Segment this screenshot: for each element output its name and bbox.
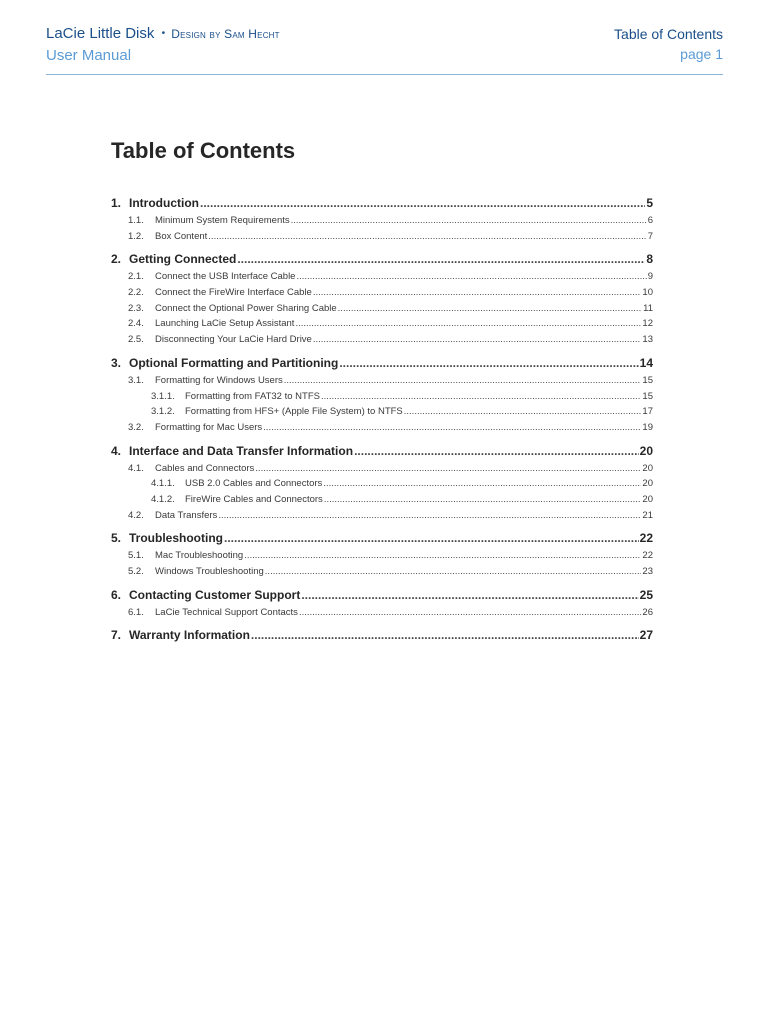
toc-entry-number: 4.	[111, 443, 122, 458]
toc-subsection-entry[interactable]	[111, 332, 653, 348]
toc-entry-page: 10	[642, 287, 653, 299]
toc-leader-dots	[237, 251, 645, 268]
toc-entry-number: 2.2.	[128, 287, 144, 299]
toc-entry-number: 3.1.1.	[151, 390, 175, 402]
toc-subsection-entry[interactable]	[111, 316, 653, 332]
toc-entry-page: 9	[647, 271, 653, 283]
toc-entry-page: 13	[642, 334, 653, 346]
toc-subsection-entry[interactable]	[111, 229, 653, 245]
toc-section	[111, 587, 653, 621]
header-page-number: page 1	[680, 46, 723, 62]
toc-entry-page: 20	[642, 493, 653, 505]
toc-leader-dots	[224, 530, 639, 547]
toc-entry-number: 2.1.	[128, 271, 144, 283]
toc-subsection-entry[interactable]	[111, 564, 653, 580]
toc-entry-label: FireWire Cables and Connectors	[185, 493, 323, 505]
toc-chapter-entry[interactable]	[111, 530, 653, 547]
page-header	[46, 24, 723, 75]
toc-leader-dots	[301, 587, 638, 604]
toc-entry-label: Formatting from HFS+ (Apple File System) to NTFS	[185, 406, 403, 418]
toc-leader-dots	[208, 229, 646, 245]
toc-leader-dots	[299, 605, 641, 621]
toc-leader-dots	[218, 508, 641, 524]
toc-leader-dots	[244, 548, 641, 564]
toc-entry-number: 3.2.	[128, 421, 144, 433]
toc-section	[111, 251, 653, 347]
toc-chapter-entry[interactable]	[111, 587, 653, 604]
toc-subsubsection-entry[interactable]	[111, 389, 653, 405]
toc-entry-label: Windows Troubleshooting	[155, 566, 264, 577]
toc-entry-number: 6.	[111, 587, 122, 602]
toc-leader-dots	[251, 627, 639, 644]
toc-entry-number: 5.1.	[128, 550, 144, 562]
toc-entry-page: 23	[642, 566, 653, 577]
toc-entry-page: 14	[639, 355, 653, 370]
toc-entry-page: 17	[642, 406, 653, 418]
toc-entry-number: 3.1.2.	[151, 406, 175, 418]
toc-entry-number: 2.4.	[128, 318, 144, 330]
toc-leader-dots	[284, 373, 642, 389]
toc-entry-page: 20	[639, 443, 653, 458]
toc-entry-page: 21	[642, 509, 653, 521]
toc-entry-label: Warranty Information	[129, 628, 250, 643]
toc-entry-number: 4.2.	[128, 509, 144, 521]
toc-leader-dots	[313, 285, 642, 301]
toc-leader-dots	[339, 355, 638, 372]
toc-entry-page: 7	[647, 230, 653, 242]
toc-entry-page: 26	[642, 606, 653, 618]
toc-entry-number: 4.1.2.	[151, 493, 175, 505]
toc-entry-page: 5	[646, 196, 653, 210]
toc-subsection-entry[interactable]	[111, 301, 653, 317]
toc-entry-number: 6.1.	[128, 606, 144, 618]
toc-entry-number: 4.1.	[128, 462, 144, 474]
toc-leader-dots	[265, 564, 642, 580]
toc-entry-label: Disconnecting Your LaCie Hard Drive	[155, 334, 312, 346]
toc-subsubsection-entry[interactable]	[111, 492, 653, 508]
designer-credit: Design by Sam Hecht	[171, 27, 280, 41]
toc-entry-label: Formatting for Windows Users	[155, 374, 283, 386]
toc-entry-label: Optional Formatting and Partitioning	[129, 355, 339, 370]
toc-entry-label: Interface and Data Transfer Information	[129, 443, 354, 458]
toc-entry-number: 2.3.	[128, 302, 144, 314]
toc-entry-number: 7.	[111, 628, 122, 643]
toc-subsection-entry[interactable]	[111, 213, 653, 229]
toc-leader-dots	[255, 461, 641, 477]
toc-entry-label: Formatting from FAT32 to NTFS	[185, 390, 320, 402]
toc-entry-number: 1.2.	[128, 230, 144, 242]
product-line	[46, 24, 280, 46]
toc-subsection-entry[interactable]	[111, 420, 653, 436]
toc-leader-dots	[200, 195, 645, 212]
header-section-name: Table of Contents	[614, 26, 723, 42]
toc-entry-label: Data Transfers	[155, 509, 218, 521]
toc-leader-dots	[296, 269, 646, 285]
toc-section	[111, 195, 653, 244]
toc-subsubsection-entry[interactable]	[111, 404, 653, 420]
header-right	[614, 24, 723, 64]
toc-chapter-entry[interactable]	[111, 355, 653, 372]
toc-entry-page: 8	[646, 252, 653, 267]
toc-subsection-entry[interactable]	[111, 373, 653, 389]
toc-leader-dots	[404, 404, 642, 420]
bullet-separator: •	[161, 28, 166, 39]
toc-entry-label: Troubleshooting	[129, 531, 223, 546]
page-title: Table of Contents	[111, 138, 296, 163]
toc-section	[111, 627, 653, 644]
toc-entry-number: 3.1.	[128, 374, 144, 386]
toc-chapter-entry[interactable]	[111, 627, 653, 644]
toc-leader-dots	[313, 332, 642, 348]
toc-entry-page: 20	[642, 462, 653, 474]
toc-leader-dots	[295, 316, 641, 332]
toc-entry-page: 15	[642, 390, 653, 402]
toc-subsection-entry[interactable]	[111, 548, 653, 564]
toc-entry-number: 2.	[111, 252, 122, 267]
toc-leader-dots	[263, 420, 641, 436]
toc-section	[111, 355, 653, 436]
toc-entry-page: 27	[639, 628, 653, 643]
toc-subsubsection-entry[interactable]	[111, 476, 653, 492]
toc-leader-dots	[324, 492, 642, 508]
toc-entry-label: Connect the USB Interface Cable	[155, 271, 296, 283]
toc-entry-page: 20	[642, 478, 653, 490]
toc-chapter-entry[interactable]	[111, 251, 653, 268]
toc-leader-dots	[338, 301, 642, 317]
toc-leader-dots	[291, 213, 647, 229]
toc-subsection-entry[interactable]	[111, 285, 653, 301]
toc-entry-number: 3.	[111, 355, 122, 370]
toc-entry-label: USB 2.0 Cables and Connectors	[185, 478, 323, 490]
toc-entry-label: Launching LaCie Setup Assistant	[155, 318, 295, 330]
toc-entry-page: 15	[642, 374, 653, 386]
toc-entry-label: Connect the FireWire Interface Cable	[155, 287, 312, 299]
toc-entry-label: Getting Connected	[129, 252, 237, 267]
table-of-contents	[111, 195, 653, 651]
toc-subsection-entry[interactable]	[111, 508, 653, 524]
toc-entry-label: Box Content	[155, 230, 208, 242]
toc-entry-page: 11	[643, 302, 653, 314]
toc-entry-number: 1.	[111, 196, 122, 210]
product-name: LaCie Little Disk	[46, 25, 155, 42]
toc-leader-dots	[321, 389, 641, 405]
manual-label: User Manual	[46, 47, 132, 64]
header-left	[46, 24, 280, 66]
toc-entry-page: 25	[639, 587, 653, 602]
toc-entry-page: 22	[639, 531, 653, 546]
toc-chapter-entry[interactable]	[111, 443, 653, 460]
toc-chapter-entry[interactable]	[111, 195, 653, 212]
toc-entry-page: 22	[642, 550, 653, 562]
toc-entry-number: 5.	[111, 531, 122, 546]
toc-entry-label: Introduction	[129, 196, 199, 210]
toc-entry-number: 4.1.1.	[151, 478, 175, 490]
toc-leader-dots	[323, 476, 641, 492]
toc-subsection-entry[interactable]	[111, 461, 653, 477]
toc-entry-label: Mac Troubleshooting	[155, 550, 244, 562]
toc-entry-label: Formatting for Mac Users	[155, 421, 263, 433]
toc-entry-label: Cables and Connectors	[155, 462, 255, 474]
toc-entry-number: 1.1.	[128, 215, 144, 226]
toc-entry-number: 2.5.	[128, 334, 144, 346]
toc-subsection-entry[interactable]	[111, 269, 653, 285]
toc-entry-label: LaCie Technical Support Contacts	[155, 606, 298, 618]
toc-section	[111, 443, 653, 524]
toc-entry-label: Contacting Customer Support	[129, 587, 301, 602]
toc-entry-page: 12	[642, 318, 653, 330]
toc-section	[111, 530, 653, 579]
toc-entry-label: Minimum System Requirements	[155, 215, 290, 226]
toc-entry-page: 19	[642, 421, 653, 433]
toc-entry-page: 6	[647, 215, 653, 226]
toc-leader-dots	[354, 443, 639, 460]
toc-subsection-entry[interactable]	[111, 605, 653, 621]
toc-entry-number: 5.2.	[128, 566, 144, 577]
toc-entry-label: Connect the Optional Power Sharing Cable	[155, 302, 337, 314]
